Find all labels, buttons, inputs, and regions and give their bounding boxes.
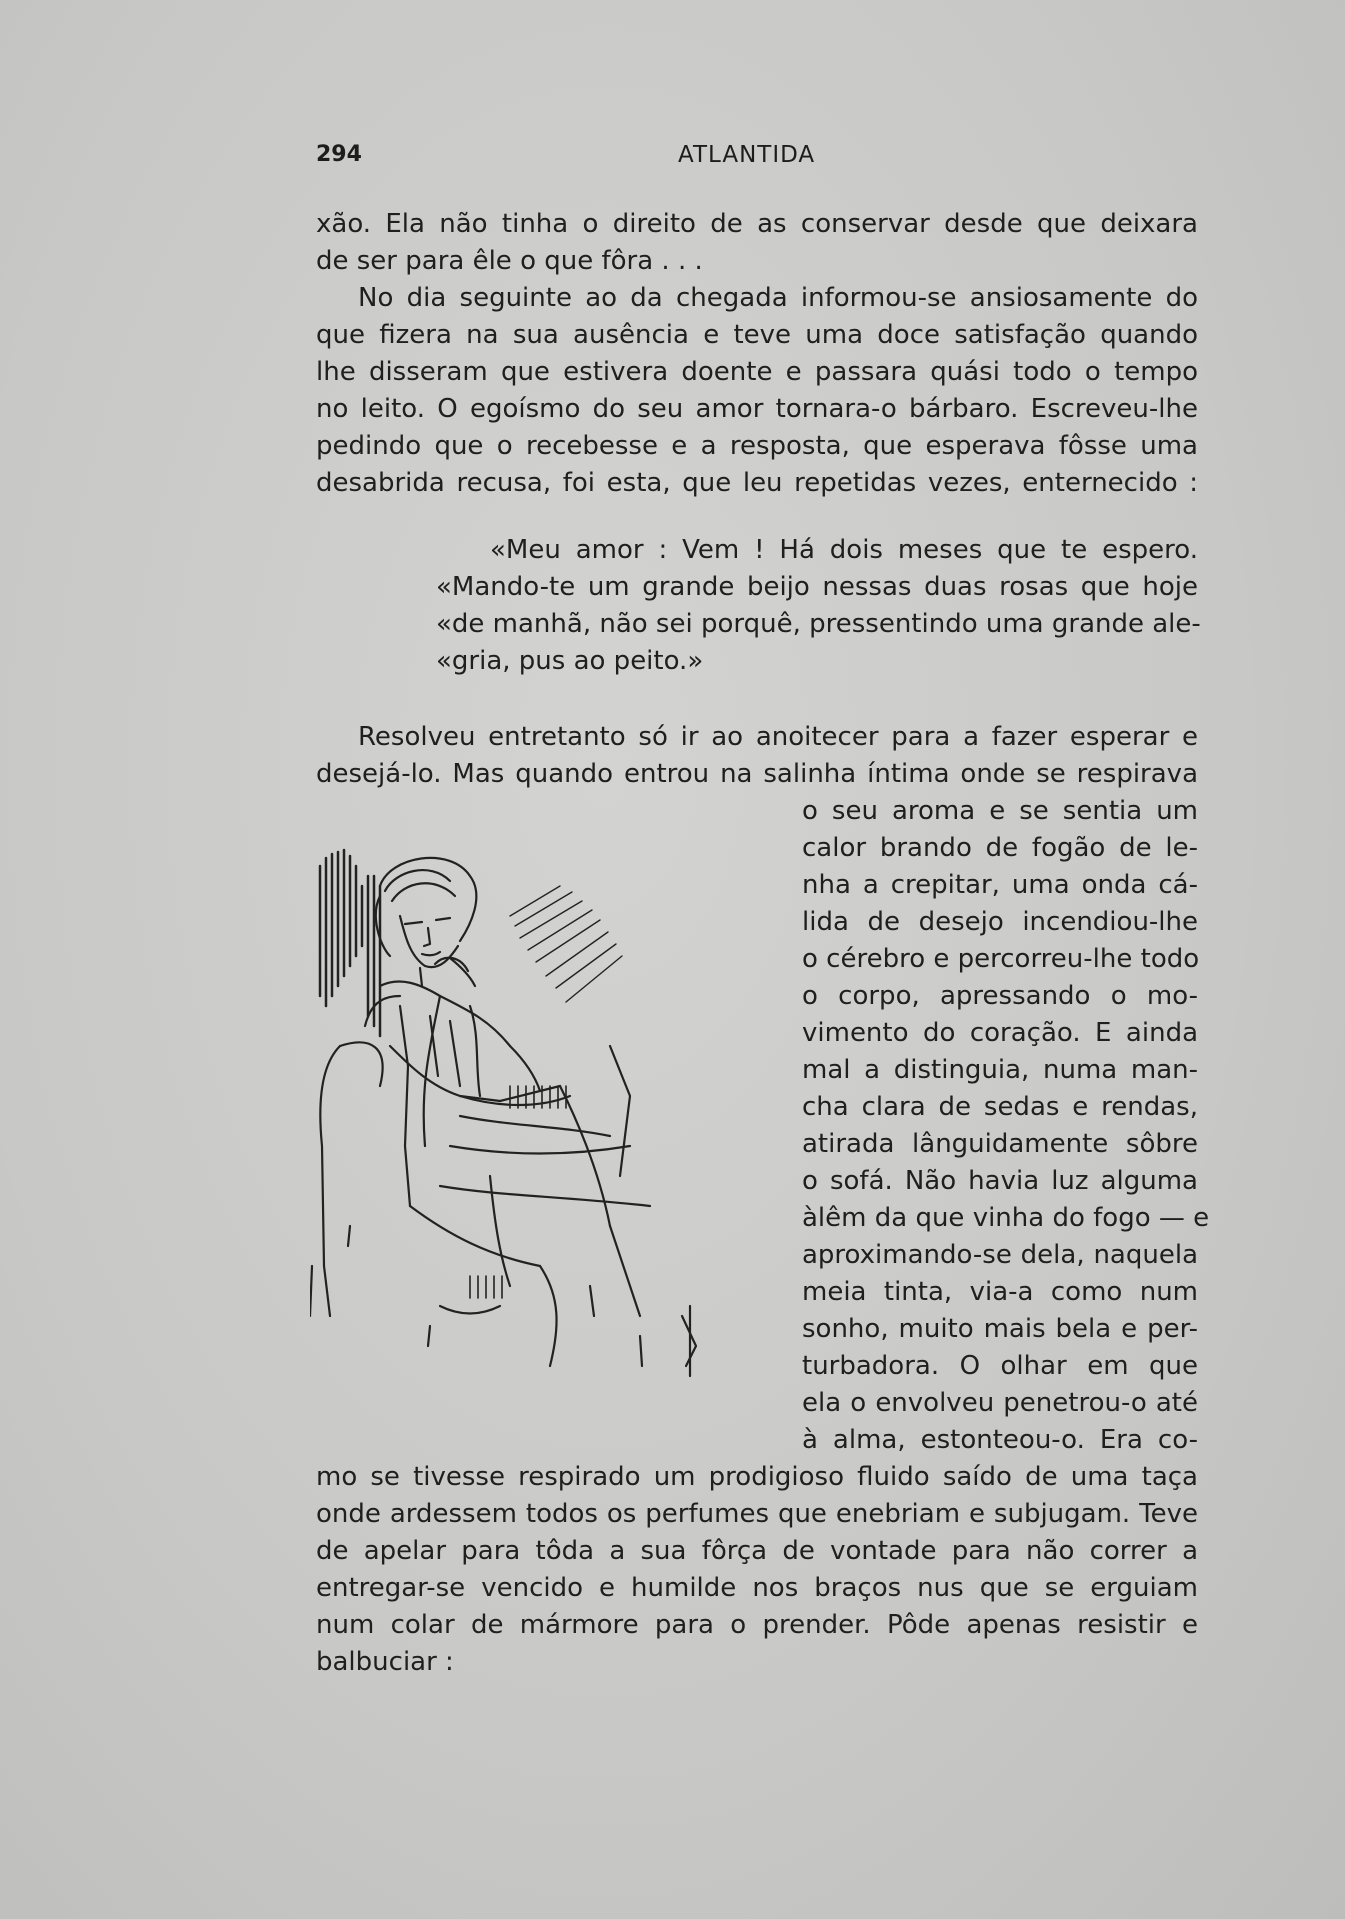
text-line: pedindo que o recebesse e a resposta, que esperava fôsse uma [316,431,1198,461]
running-title: ATLANTIDA [678,142,816,168]
text-line: meia tinta, via-a como num [802,1277,1198,1307]
text-line: onde ardessem todos os perfumes que enebriam e subjugam. Teve [316,1499,1198,1529]
text-line: num colar de mármore para o prender. Pôde apenas resistir e [316,1610,1198,1640]
text-line: balbuciar : [316,1647,454,1677]
text-line: o cérebro e percorreu-lhe todo [802,944,1200,974]
spacer [316,502,1198,532]
text-line: atirada lânguidamente sôbre [802,1129,1198,1159]
text-line: turbadora. O olhar em que [802,1351,1198,1381]
text-line: de ser para êle o que fôra . . . [316,246,703,276]
text-line: mal a distinguia, numa man- [802,1055,1198,1085]
text-line: No dia seguinte ao da chegada informou-se ansiosamente do [358,283,1198,313]
text-line: mo se tivesse respirado um prodigioso fluido saído de uma taça [316,1462,1198,1492]
text-line: o sofá. Não havia luz alguma [802,1166,1198,1196]
text-line: sonho, muito mais bela e per- [802,1314,1198,1344]
text-line: que fizera na sua ausência e teve uma doce satisfação quando [316,320,1198,350]
text-line: desejá-lo. Mas quando entrou na salinha íntima onde se respirava [316,759,1198,789]
text-line: vimento do coração. E ainda [802,1018,1198,1048]
text-line: de apelar para tôda a sua fôrça de vontade para não correr a [316,1536,1198,1566]
letter-line: «gria, pus ao peito.» [436,646,704,676]
seated-woman-sketch-icon [310,846,790,1386]
text-line: àlêm da que vinha do fogo — e [802,1203,1210,1233]
text-line: xão. Ela não tinha o direito de as conservar desde que deixara [316,209,1198,239]
letter-line: «de manhã, não sei porquê, pressentindo uma grande ale- [436,609,1201,639]
page-header [316,142,834,172]
page-number: 294 [316,142,362,167]
text-line: o seu aroma e se sentia um [802,796,1198,826]
text-line: calor brando de fogão de le- [802,833,1198,863]
text-line: Resolveu entretanto só ir ao anoitecer para a fazer esperar e [358,722,1198,752]
letter-line: «Mando-te um grande beijo nessas duas rosas que hoje [436,572,1198,602]
text-line: lhe disseram que estivera doente e passara quási todo o tempo [316,357,1198,387]
text-line: no leito. O egoísmo do seu amor tornara-o bárbaro. Escreveu-lhe [316,394,1198,424]
text-line: à alma, estonteou-o. Era co- [802,1425,1198,1455]
text-line: aproximando-se dela, naquela [802,1240,1198,1270]
text-line: cha clara de sedas e rendas, [802,1092,1198,1122]
text-line: o corpo, apressando o mo- [802,981,1198,1011]
text-line: nha a crepitar, uma onda cá- [802,870,1198,900]
text-line: desabrida recusa, foi esta, que leu repetidas vezes, enternecido : [316,468,1198,498]
text-line: ela o envolveu penetrou-o até [802,1388,1198,1418]
letter-line: «Meu amor : Vem ! Há dois meses que te espero. [490,535,1198,565]
text-line: lida de desejo incendiou-lhe [802,907,1198,937]
text-line: entregar-se vencido e humilde nos braços nus que se erguiam [316,1573,1198,1603]
spacer [316,680,1198,719]
